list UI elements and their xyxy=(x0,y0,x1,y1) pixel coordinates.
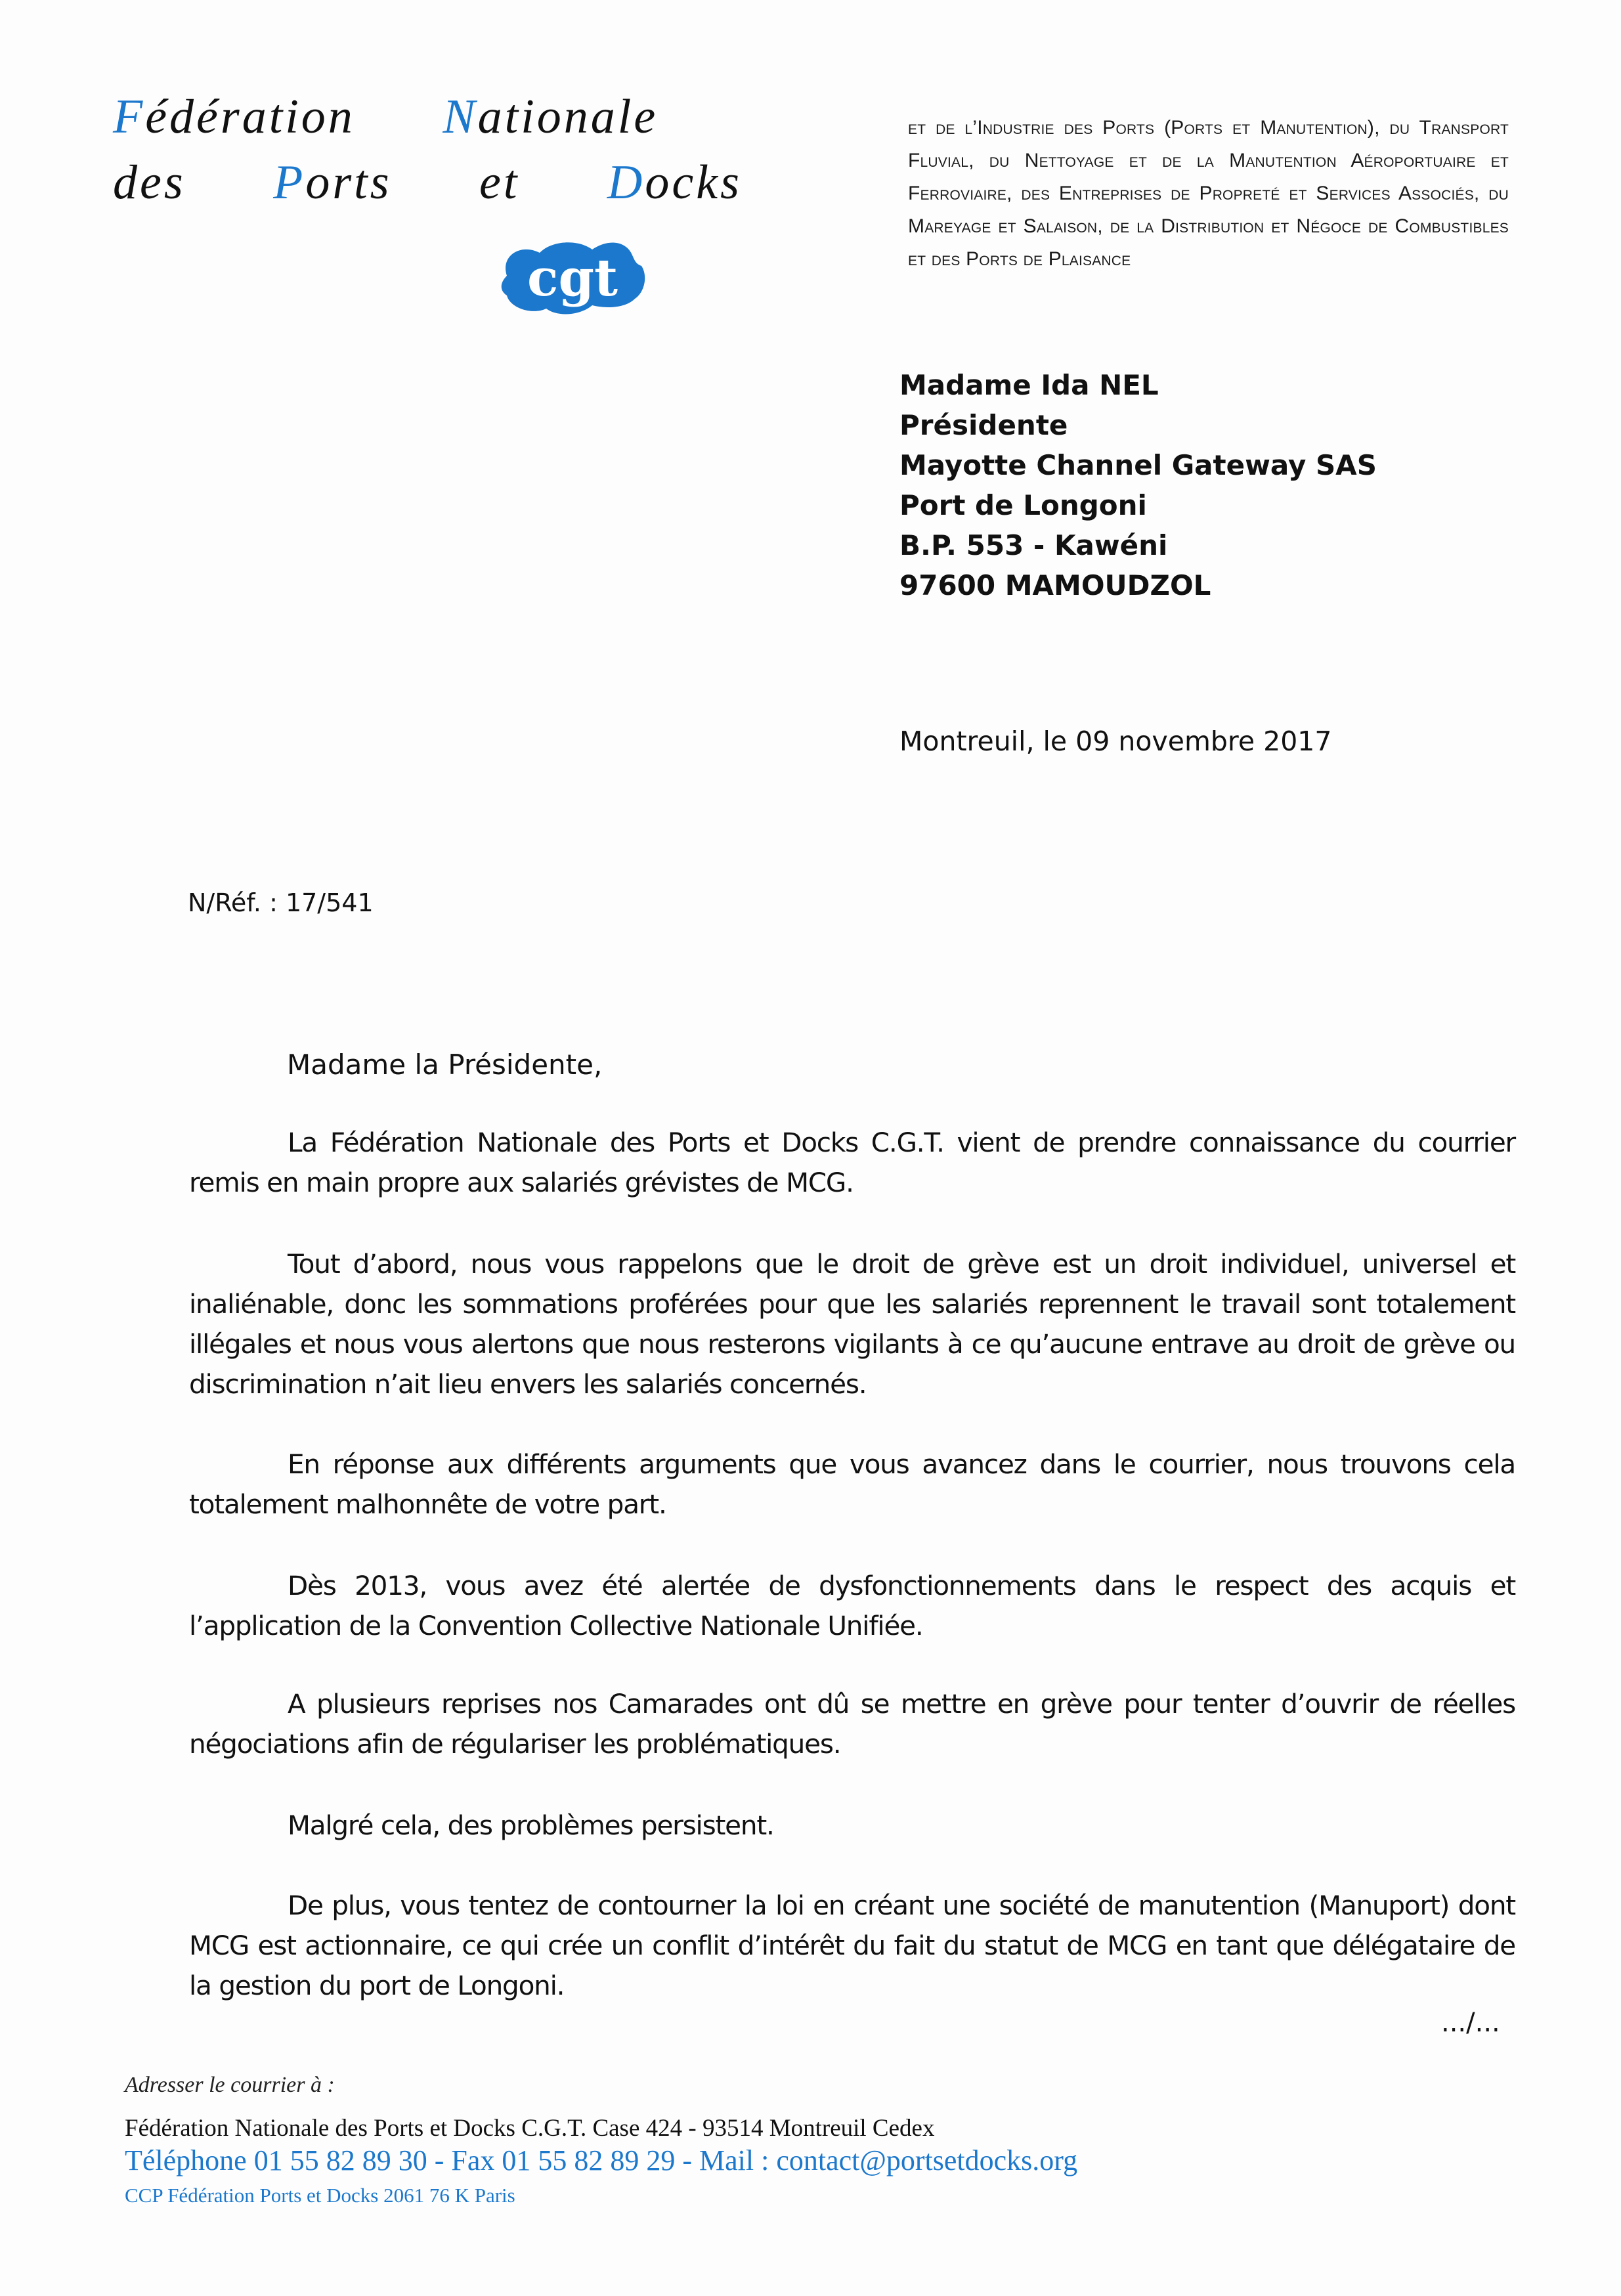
cgt-logo-icon xyxy=(494,236,651,318)
federation-description: et de l’Industrie des Ports (Ports et Manutention), du Transport Fluvial, du Nettoyage et de la Manutention Aéroportuaire et Ferroviaire, des Entreprises de Propreté et Services Associés, du Mareyage et Salaison, de la Distribution et Négoce de Combustibles et des Ports de Plaisance xyxy=(908,117,1509,270)
body-paragraph: Malgré cela, des problèmes persistent. xyxy=(288,1809,774,1841)
recipient-location: Port de Longoni xyxy=(899,489,1147,521)
dateline: Montreuil, le 09 novembre 2017 xyxy=(899,726,1332,757)
body-paragraph: Dès 2013, vous avez été alertée de dysfonctionnements dans le respect des acquis et l’application de la Convention Collective Nationale Unifiée. xyxy=(189,1570,1515,1641)
body-paragraph: De plus, vous tentez de contourner la loi en créant une société de manutention (Manuport) dont MCG est actionnaire, ce qui crée un conflit d’intérêt du fait du statut de MCG en tant que délégataire de la gestion du port de Longoni. xyxy=(189,1890,1515,2001)
recipient-title: Présidente xyxy=(899,409,1068,441)
title-word: Fédération xyxy=(113,90,355,144)
federation-title-line-1 xyxy=(113,84,742,150)
body-paragraph: En réponse aux différents arguments que vous avancez dans le courrier, nous trouvons cela totalement malhonnête de votre part. xyxy=(189,1448,1515,1520)
title-word: Ports xyxy=(273,156,392,209)
title-word: Nationale xyxy=(443,90,659,144)
footer-ccp: CCP Fédération Ports et Docks 2061 76 K Paris xyxy=(125,2184,515,2207)
recipient-company: Mayotte Channel Gateway SAS xyxy=(899,449,1377,481)
salutation: Madame la Présidente, xyxy=(287,1049,603,1081)
body-paragraph: A plusieurs reprises nos Camarades ont dû se mettre en grève pour tenter d’ouvrir de réelles négociations afin de régulariser les problématiques. xyxy=(189,1688,1515,1760)
recipient-name: Madame Ida NEL xyxy=(899,369,1159,401)
recipient-po-box: B.P. 553 - Kawéni xyxy=(899,529,1168,561)
title-word: des xyxy=(113,156,186,209)
footer-label: Adresser le courrier à : xyxy=(125,2073,335,2097)
recipient-address xyxy=(899,365,1377,605)
page-continuation-marker: .../... xyxy=(1441,2008,1500,2038)
title-word: Docks xyxy=(607,156,742,209)
svg-text:cgt: cgt xyxy=(527,248,618,308)
footer-contact: Téléphone 01 55 82 89 30 - Fax 01 55 82 89 29 - Mail : contact@portsetdocks.org xyxy=(125,2144,1078,2177)
body-paragraph: Tout d’abord, nous vous rappelons que le droit de grève est un droit individuel, universel et inaliénable, donc les sommations proférées pour que les salariés reprennent le travail sont totalement illégales et nous vous alertons que nous resterons vigilants à ce qu’aucune entrave au droit de grève ou discrimination n’ait lieu envers les salariés concernés. xyxy=(189,1248,1515,1400)
cgt-logo xyxy=(494,236,651,318)
federation-title xyxy=(113,84,742,215)
recipient-city: 97600 MAMOUDZOL xyxy=(899,569,1211,601)
federation-title-line-2 xyxy=(113,150,742,215)
footer-address: Fédération Nationale des Ports et Docks C.G.T. Case 424 - 93514 Montreuil Cedex xyxy=(125,2115,935,2142)
reference-number: N/Réf. : 17/541 xyxy=(188,888,374,917)
title-word: et xyxy=(479,156,520,209)
body-paragraph: La Fédération Nationale des Ports et Docks C.G.T. vient de prendre connaissance du courrier remis en main propre aux salariés grévistes de MCG. xyxy=(189,1127,1515,1198)
